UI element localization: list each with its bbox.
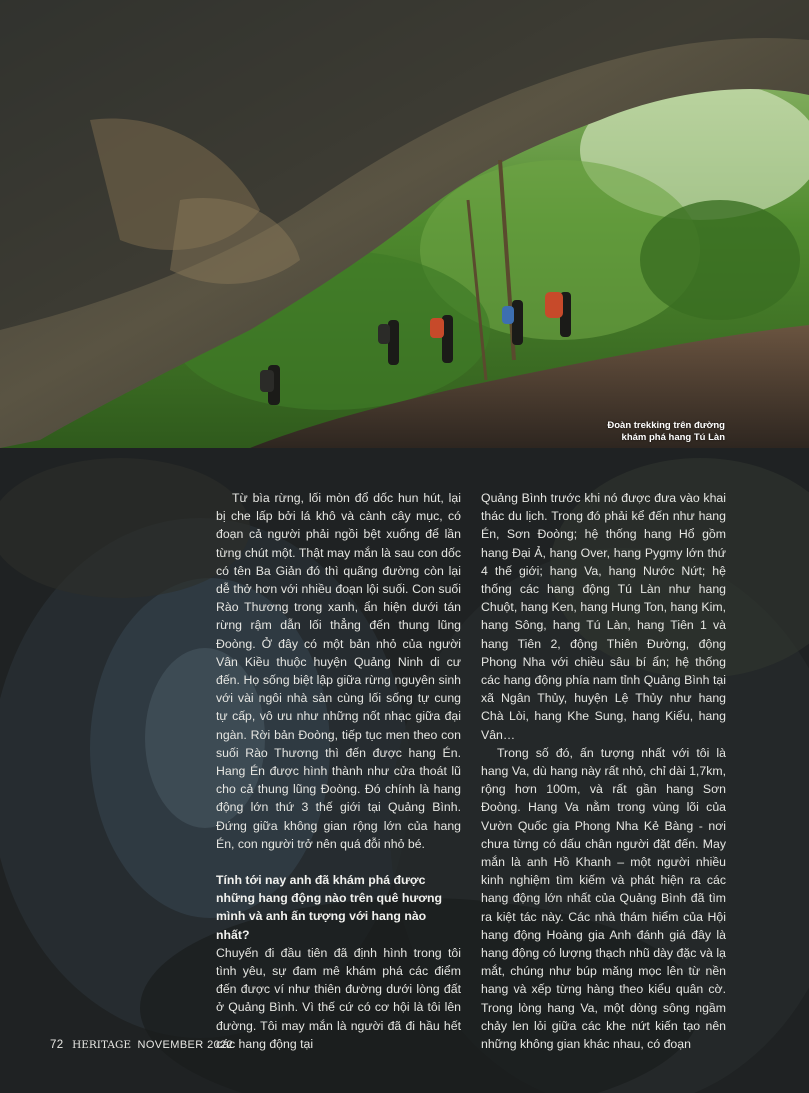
- photo-caption-line-1: Đoàn trekking trên đường: [607, 420, 725, 431]
- interview-question: Tính tới nay anh đã khám phá được những hang động nào trên quê hương mình và anh ấn tượng với hang nào nhất?: [216, 873, 443, 942]
- article-paragraph: Chuyến đi đầu tiên đã định hình trong tôi tình yêu, sự đam mê khám phá các điểm đến được ví như thiên đường dưới lòng đất ở Quảng Bình. Vì thế cứ có cơ hội là tôi lên đường. Tôi may mắn là người đã đi hầu hết các hang động tại: [216, 945, 461, 1051]
- page-number: 72: [50, 1039, 64, 1051]
- issue-date: NOVEMBER 2022: [137, 1039, 234, 1051]
- photo-caption: [607, 420, 725, 444]
- article-paragraph: Quảng Bình trước khi nó được đưa vào khai thác du lịch. Trong đó phải kể đến như hang Én, Sơn Đoòng; hệ thống hang Hổ gồm hang Đại Ả, hang Over, hang Pygmy lớn thứ 4 thế giới; hang Va, hang Nước Nứt; hệ thống các hang động Tú Làn như hang Chuột, hang Ken, hang Hung Ton, hang Kim, hang Sông, hang Tú Làn, hang Tiên 1 và hang Tiên 2, động Thiên Đường, động Phong Nha với chiều sâu bí ẩn; hệ thống các hang động phía nam tỉnh Quảng Bình tại xã Ngân Thủy, huyện Lệ Thủy như hang Chà Lòi, hang Khe Sung, hang Kiểu, hang Vân…: [481, 491, 726, 742]
- article-column-left: [216, 489, 461, 1053]
- page-footer: [50, 1039, 233, 1051]
- article-column-right: [481, 489, 726, 1053]
- cave-entrance-illustration: [0, 0, 809, 448]
- cave-photo: [0, 0, 809, 448]
- magazine-brand: HERITAGE: [72, 1039, 132, 1051]
- article-paragraph: Trong số đó, ấn tượng nhất với tôi là hang Va, dù hang này rất nhỏ, chỉ dài 1,7km, rộng hơn 100m, và rất gần hang Sơn Đoòng. Hang Va nằm trong vùng lõi của Vườn Quốc gia Phong Nha Kẻ Bàng - nơi chưa từng có dấu chân người đặt đến. May mắn là anh Hồ Khanh – một người nhiều kinh nghiệm tìm kiếm và phát hiện ra các hang động lớn nhất của Quảng Bình đã tìm ra kiệt tác này. Các nhà thám hiểm của Hội hang động Hoàng gia Anh đánh giá đây là hang động có lượng thạch nhũ dày đặc và lạ mắt, chúng như búp măng mọc lên từ nền hang và xếp từng hàng theo kiểu quân cờ. Trong lòng hang Va, một dòng sông ngầm chảy len lỏi giữa các khe nứt kiến tạo nên những không gian khác nhau, có đoạn: [481, 745, 726, 1052]
- photo-caption-line-2: khám phá hang Tú Làn: [621, 432, 725, 443]
- article-paragraph: Từ bìa rừng, lối mòn đổ dốc hun hút, lại bị che lấp bởi lá khô và cành cây mục, có đoạn cả người phải ngồi bệt xuống để lần từng chút một. Thật may mắn là sau con dốc có tên Ba Giản đó thì quãng đường còn lại dễ thở hơn với nhiều đoạn lội suối. Con suối Rào Thương trong xanh, ẩn hiện dưới tán rừng rậm dẫn lối thẳng đến thung lũng Đoòng. Ở đây có một bản nhỏ của người Vân Kiều thuộc huyện Quảng Ninh di cư đến. Họ sống biệt lập giữa rừng nguyên sinh với vài ngôi nhà sàn cùng lối sống tự cung tự cấp, vô ưu như những nốt nhạc giữa đại ngàn. Rời bản Đoòng, tiếp tục men theo con suối Rào Thương thì đến được hang Én. Hang Én được hình thành như cửa thoát lũ cho cả thung lũng Đoòng. Đó chính là hang động lớn thứ 3 thế giới tại Quảng Bình. Đứng giữa không gian rộng lớn của hang Én, con người trở nên quá đỗi nhỏ bé.: [216, 491, 461, 851]
